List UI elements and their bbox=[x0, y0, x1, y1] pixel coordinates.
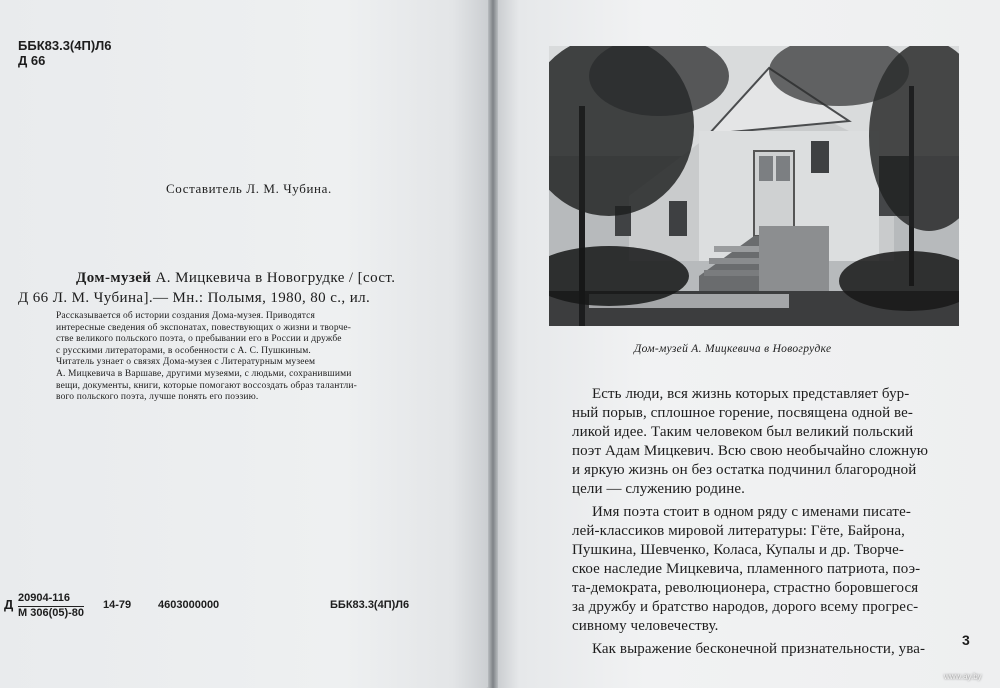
text-line: ликой идее. Таким человеком был великий польский bbox=[572, 424, 914, 440]
annotation-line: вещи, документы, книги, которые помогают воссоздать образ талантли- bbox=[56, 380, 357, 391]
record-title-rest: А. Мицкевича в Новогрудке / [сост. bbox=[151, 270, 396, 286]
museum-photo-illustration bbox=[549, 46, 959, 326]
text-line: и яркую жизнь он без остатка подчинил благородной bbox=[572, 462, 917, 478]
text-line: сивному человечеству. bbox=[572, 618, 719, 634]
museum-photo bbox=[549, 46, 959, 326]
record-shelf-mark: Д 66 bbox=[18, 290, 49, 306]
site-watermark: www.ay.by bbox=[944, 672, 982, 681]
annotation-line: вого польского поэта, лучше понять его поэзию. bbox=[56, 392, 259, 403]
bibliographic-entry bbox=[18, 268, 458, 308]
body-text bbox=[572, 385, 974, 659]
text-line: Пушкина, Шевченко, Коласа, Купалы и др. Творче- bbox=[572, 542, 904, 558]
annotation bbox=[18, 311, 458, 404]
annotation-line: А. Мицкевича в Варшаве, другими музеями, с людьми, сохранившими bbox=[56, 368, 352, 379]
record-imprint: Л. М. Чубина].— Мн.: Полымя, 1980, 80 с., ил. bbox=[48, 290, 371, 306]
text-line: Имя поэта стоит в одном ряду с именами писате- bbox=[592, 504, 911, 520]
imprint-year-code: 14-79 bbox=[103, 599, 132, 611]
photo-caption: Дом-музей А. Мицкевича в Новогрудке bbox=[634, 343, 832, 355]
annotation-line: с русскими литераторами, в особенности с А. С. Пушкиным. bbox=[56, 345, 311, 356]
imprint-isbn: 4603000000 bbox=[158, 599, 220, 611]
page-number: 3 bbox=[962, 632, 970, 648]
record-title-bold: Дом-музей bbox=[76, 270, 152, 286]
library-codes bbox=[18, 38, 112, 68]
compiler-line: Составитель Л. М. Чубина. bbox=[166, 181, 332, 196]
paragraph-1 bbox=[572, 385, 974, 499]
imprint-bbk: ББК83.3(4П)Л6 bbox=[330, 599, 410, 611]
annotation-line: Читатель узнает о связях Дома-музея с Литературным музеем bbox=[56, 357, 316, 368]
text-line: Есть люди, вся жизнь которых представляет бур- bbox=[592, 386, 910, 402]
annotation-line: интересные сведения об экспонатах, повествующих о жизни и творче- bbox=[56, 322, 352, 333]
text-line: та-демократа, революционера, страстно боровшегося bbox=[572, 580, 919, 596]
author-mark: Д 66 bbox=[18, 53, 46, 68]
imprint-letter: Д bbox=[4, 597, 14, 612]
annotation-line: стве великого польского поэта, о пребывании его в России и дружбе bbox=[56, 334, 342, 345]
paragraph-3 bbox=[572, 640, 974, 659]
text-line: ный порыв, сплошное горение, посвящена одной ве- bbox=[572, 405, 913, 421]
book-spine bbox=[488, 0, 498, 688]
bbk-code: ББК83.3(4П)Л6 bbox=[18, 38, 112, 53]
text-line: за дружбу и братство народов, дорого всему прогрес- bbox=[572, 599, 919, 615]
imprint-index bbox=[18, 592, 84, 620]
text-line: Как выражение бесконечной признательности, ува- bbox=[592, 641, 926, 657]
paragraph-2 bbox=[572, 503, 974, 636]
text-line: лей-классиков мировой литературы: Гёте, Байрона, bbox=[572, 523, 905, 539]
text-line: цели — служению родине. bbox=[572, 481, 745, 497]
bibliographic-record bbox=[18, 268, 458, 404]
imprint-numerator: 20904-116 bbox=[18, 592, 84, 607]
text-line: ское наследие Мицкевича, пламенного патриота, поэ- bbox=[572, 561, 921, 577]
text-line: поэт Адам Мицкевич. Всю свою необычайно сложную bbox=[572, 443, 929, 459]
annotation-line: Рассказывается об истории создания Дома-музея. Приводятся bbox=[56, 311, 316, 321]
imprint-denominator: М 306(05)-80 bbox=[18, 607, 85, 619]
